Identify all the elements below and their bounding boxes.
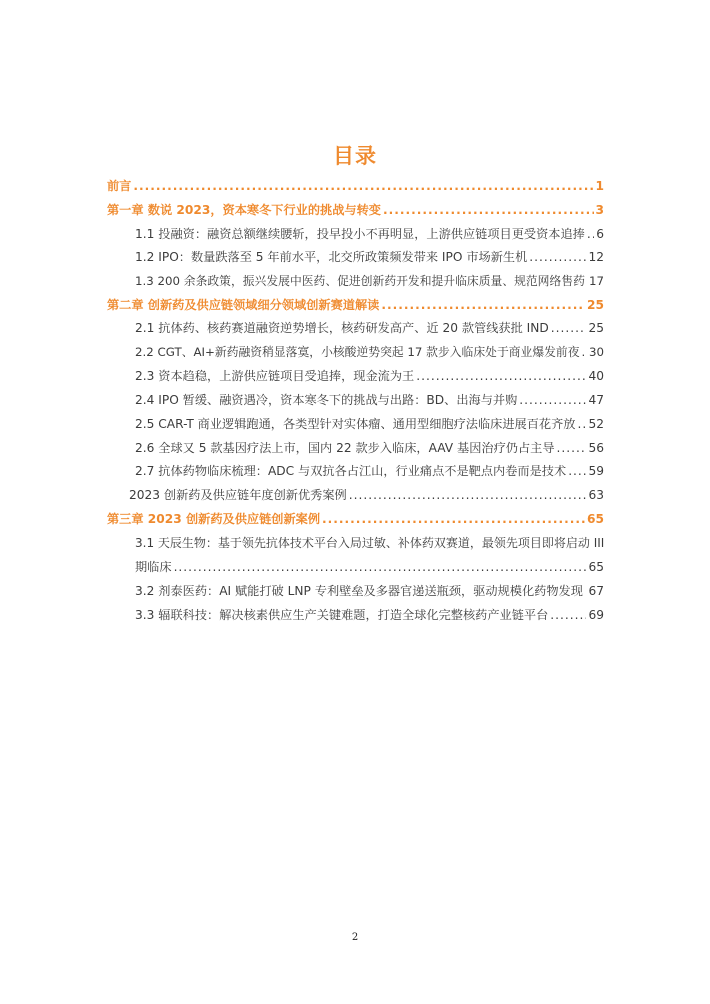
toc-entry-page: 40	[588, 369, 604, 383]
toc-entry-1-2[interactable]	[107, 249, 604, 265]
toc-entry-page: 25	[587, 298, 604, 312]
leader-dots	[381, 297, 585, 313]
toc-entry-text: 第三章 2023 创新药及供应链创新案例	[107, 512, 321, 526]
toc-entry-page: 52	[588, 417, 604, 431]
toc-entry-text: 2.3 资本趋稳，上游供应链项目受追捧，现金流为王	[135, 369, 415, 383]
toc-entry-text: 2.7 抗体药物临床梳理：ADC 与双抗各占江山，行业痛点不是靶点内卷而是技术	[135, 464, 567, 478]
toc-entry-awards[interactable]	[107, 487, 604, 503]
leader-dots	[529, 249, 586, 265]
toc-entry-text: 2023 创新药及供应链年度创新优秀案例	[129, 488, 347, 502]
toc-entry-3-1-continued[interactable]	[107, 559, 604, 575]
toc-entry-2-1[interactable]	[107, 320, 604, 336]
leader-dots	[519, 392, 586, 408]
toc-title: 目录	[333, 144, 377, 168]
page-number: 2	[351, 932, 359, 943]
toc-entry-text: 1.1 投融资：融资总额继续腰斩，投早投小不再明显，上游供应链项目更受资本追捧	[135, 227, 585, 241]
toc-entry-page: 30	[588, 345, 604, 359]
toc-entry-text: 2.1 抗体药、核药赛道融资逆势增长，核药研发高产、近 20 款管线获批 IND	[135, 321, 549, 335]
toc-entry-text: 2.6 全球又 5 款基因疗法上市，国内 22 款步入临床，AAV 基因治疗仍占主导	[135, 441, 555, 455]
toc-entry-page: 12	[588, 250, 604, 264]
toc-entry-2-5[interactable]	[107, 416, 604, 432]
leader-dots	[550, 607, 586, 623]
toc-entry-text: 2.4 IPO 暂缓、融资遇冷，资本寒冬下的挑战与出路：BD、出海与并购	[135, 393, 518, 407]
toc-entry-chapter-3[interactable]	[107, 511, 604, 527]
toc-entry-1-1[interactable]	[107, 226, 604, 242]
toc-entry-page: 69	[588, 608, 604, 622]
toc-entry-1-3[interactable]	[107, 273, 604, 289]
leader-dots	[568, 463, 586, 479]
leader-dots	[557, 440, 587, 456]
toc-entry-chapter-1[interactable]	[107, 202, 604, 218]
toc-entry-page: 25	[588, 321, 604, 335]
toc-entry-2-6[interactable]	[107, 440, 604, 456]
toc-entry-page: 63	[588, 488, 604, 502]
toc-entry-3-3[interactable]	[107, 607, 604, 623]
leader-dots	[174, 559, 587, 575]
toc-entry-text: 3.1 天辰生物：基于领先抗体技术平台入局过敏、补体药双赛道，最领先项目即将启动 III	[135, 536, 605, 550]
leader-dots	[349, 487, 587, 503]
toc-entry-text: 期临床	[135, 560, 172, 574]
leader-dots	[585, 583, 587, 599]
toc-entry-3-2[interactable]	[107, 583, 604, 599]
toc-entry-page: 59	[588, 464, 604, 478]
toc-entry-2-2[interactable]	[107, 344, 604, 360]
leader-dots	[582, 344, 587, 360]
toc-entry-text: 2.2 CGT、AI+新药融资稍显落寞，小核酸逆势突起 17 款步入临床处于商业爆发前夜	[135, 345, 580, 359]
toc-entry-text: 第一章 数说 2023，资本寒冬下行业的挑战与转变	[107, 203, 381, 217]
toc-entry-text: 前言	[107, 179, 132, 193]
toc-entry-text: 3.3 辐联科技：解决核素供应生产关键难题，打造全球化完整核药产业链平台	[135, 608, 549, 622]
toc-entry-page: 17	[588, 274, 604, 288]
toc-entry-page: 1	[595, 179, 604, 193]
toc-entry-preface[interactable]	[107, 178, 604, 194]
toc-entry-page: 56	[588, 441, 604, 455]
toc-entry-3-1[interactable]	[107, 535, 604, 551]
leader-dots	[133, 178, 593, 194]
leader-dots	[322, 511, 585, 527]
toc-entry-text: 1.3 200 余条政策，振兴发展中医药、促进创新药开发和提升临床质量、规范网络售药	[135, 274, 585, 288]
toc-entry-page: 6	[596, 227, 604, 241]
leader-dots	[587, 226, 594, 242]
leader-dots	[551, 320, 587, 336]
toc-entry-text: 2.5 CAR-T 商业逻辑跑通，各类型针对实体瘤、通用型细胞疗法临床进展百花齐放	[135, 417, 576, 431]
toc-entry-page: 65	[587, 512, 604, 526]
toc-entry-chapter-2[interactable]	[107, 297, 604, 313]
leader-dots	[578, 416, 587, 432]
toc-entry-text: 1.2 IPO：数量跌落至 5 年前水平，北交所政策频发带来 IPO 市场新生机	[135, 250, 528, 264]
toc-entry-page: 47	[588, 393, 604, 407]
leader-dots	[383, 202, 594, 218]
toc-entry-2-7[interactable]	[107, 463, 604, 479]
leader-dots	[416, 368, 586, 384]
toc-entry-text: 第二章 创新药及供应链领域细分领域创新赛道解读	[107, 298, 380, 312]
toc-entry-2-3[interactable]	[107, 368, 604, 384]
toc-entry-text: 3.2 剂泰医药：AI 赋能打破 LNP 专利壁垒及多器官递送瓶颈，驱动规模化药物发现	[135, 584, 583, 598]
toc-entry-2-4[interactable]	[107, 392, 604, 408]
toc-entry-page: 67	[588, 584, 604, 598]
toc-entry-page: 65	[588, 560, 604, 574]
toc-entry-page: 3	[595, 203, 604, 217]
